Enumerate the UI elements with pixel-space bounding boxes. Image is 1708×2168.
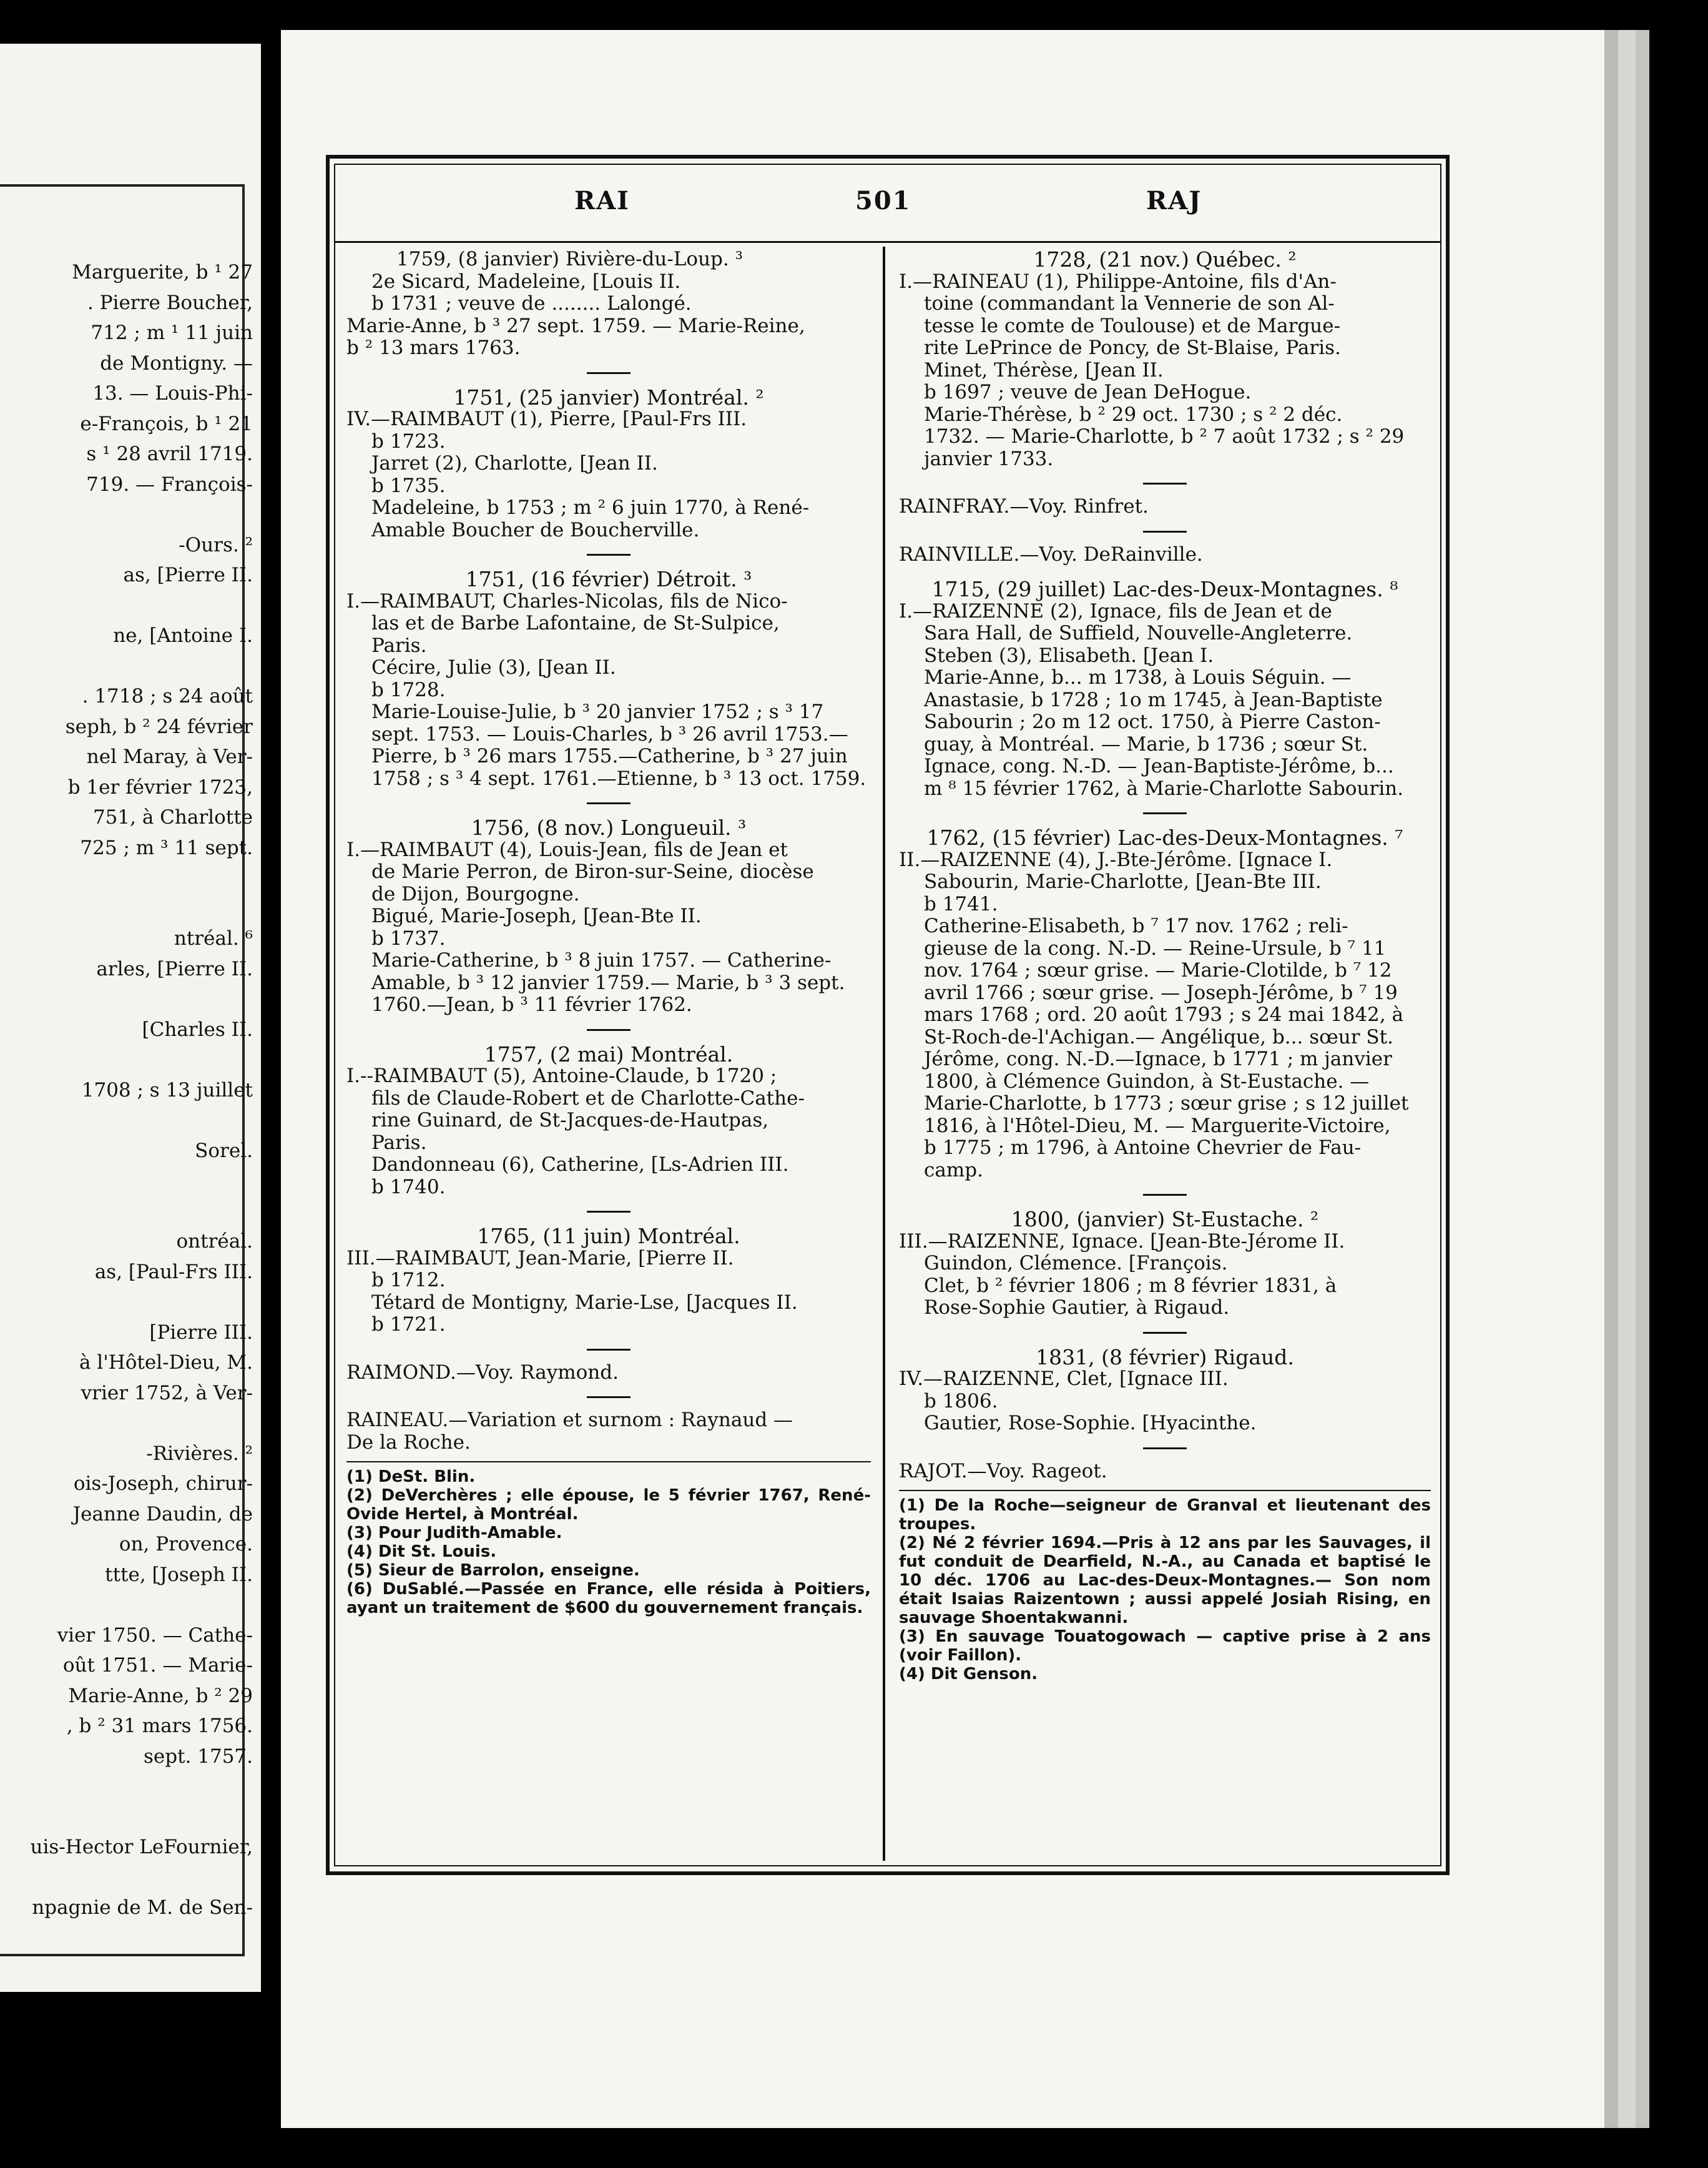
entry-line: Rose-Sophie Gautier, à Rigaud. bbox=[924, 1296, 1230, 1319]
entry-line: Amable, b ³ 12 janvier 1759.— Marie, b ³ 3 sept. bbox=[371, 971, 845, 994]
entry-heading: 1751, (16 février) Détroit. ³ bbox=[465, 567, 752, 591]
left-fragment-line: . Pierre Boucher, bbox=[87, 291, 253, 314]
entry-line: gieuse de la cong. N.-D. — Reine-Ursule, b ⁷ 11 bbox=[924, 937, 1387, 960]
page-edge bbox=[1604, 30, 1618, 2128]
entry-line: 1816, à l'Hôtel-Dieu, M. — Marguerite-Victoire, bbox=[924, 1114, 1391, 1137]
separator-rule bbox=[587, 802, 631, 804]
cross-reference: De la Roche. bbox=[346, 1431, 471, 1454]
left-fragment-line: 712 ; m ¹ 11 juin bbox=[91, 322, 253, 344]
footnote: (1) De la Roche—seigneur de Granval et lieutenant des troupes. bbox=[899, 1496, 1431, 1534]
left-fragment-line: , b ² 31 mars 1756. bbox=[66, 1715, 253, 1737]
separator-rule bbox=[587, 1029, 631, 1031]
left-fragment-line: 1708 ; s 13 juillet bbox=[81, 1078, 253, 1101]
separator-rule bbox=[1143, 1332, 1187, 1334]
entry-line: 1800, à Clémence Guindon, à St-Eustache. — bbox=[924, 1070, 1370, 1093]
footnote: (6) DuSablé.—Passée en France, elle résida à Poitiers, ayant un traitement de $600 du gouvernement français. bbox=[346, 1580, 871, 1617]
entry-line: 1760.—Jean, b ³ 11 février 1762. bbox=[371, 993, 692, 1016]
left-fragment-line: npagnie de M. de Sen- bbox=[32, 1896, 253, 1919]
entry-line: Marie-Louise-Julie, b ³ 20 janvier 1752 ; s ³ 17 bbox=[371, 701, 824, 723]
entry-line: 1758 ; s ³ 4 sept. 1761.—Etienne, b ³ 13 oct. 1759. bbox=[371, 767, 866, 790]
entry-line: Paris. bbox=[371, 1131, 427, 1154]
entry-line: b 1697 ; veuve de Jean DeHogue. bbox=[924, 381, 1252, 403]
entry-line: I.—RAIMBAUT (4), Louis-Jean, fils de Jean et bbox=[346, 838, 788, 861]
left-fragment-line: nel Maray, à Ver- bbox=[86, 746, 253, 768]
entry-line: Paris. bbox=[371, 634, 427, 657]
entry-line: Marie-Anne, b... m 1738, à Louis Séguin. — bbox=[924, 666, 1352, 689]
left-fragment-line: 719. — François- bbox=[86, 473, 253, 496]
running-head-left: RAI bbox=[574, 186, 630, 215]
entry-line: Minet, Thérèse, [Jean II. bbox=[924, 358, 1164, 382]
left-fragment-line: ttte, [Joseph II. bbox=[105, 1563, 253, 1586]
entry-line: avril 1766 ; sœur grise. — Joseph-Jérôme, b ⁷ 19 bbox=[924, 981, 1398, 1004]
entry-line: Marie-Thérèse, b ² 29 oct. 1730 ; s ² 2 déc. bbox=[924, 403, 1343, 426]
entry-line: 2e Sicard, Madeleine, [Louis II. bbox=[371, 270, 681, 293]
entry-line: I.—RAINEAU (1), Philippe-Antoine, fils d'An- bbox=[899, 270, 1337, 293]
entry-line: Marie-Catherine, b ³ 8 juin 1757. — Catherine- bbox=[371, 949, 832, 972]
entry-line: rine Guinard, de St-Jacques-de-Hautpas, bbox=[371, 1109, 769, 1131]
entry-line: tesse le comte de Toulouse) et de Margue- bbox=[924, 314, 1341, 337]
entry-line: Anastasie, b 1728 ; 1o m 1745, à Jean-Baptiste bbox=[924, 688, 1383, 711]
entry-heading: 1762, (15 février) Lac-des-Deux-Montagnes. ⁷ bbox=[926, 825, 1403, 850]
entry-line: I.—RAIZENNE (2), Ignace, fils de Jean et de bbox=[899, 599, 1332, 623]
separator-rule bbox=[587, 1349, 631, 1351]
left-fragment-line: arles, [Pierre II. bbox=[96, 957, 253, 980]
footnote: (3) En sauvage Touatogowach — captive prise à 2 ans (voir Faillon). bbox=[899, 1627, 1431, 1665]
left-fragment-line: seph, b ² 24 février bbox=[65, 715, 253, 738]
entry-heading: 1831, (8 février) Rigaud. bbox=[1036, 1344, 1294, 1369]
separator-rule bbox=[1143, 812, 1187, 814]
running-head-right: RAJ bbox=[1146, 186, 1202, 215]
left-fragment-line: as, [Pierre II. bbox=[123, 564, 253, 586]
entry-line: camp. bbox=[924, 1158, 983, 1181]
entry-line: de Marie Perron, de Biron-sur-Seine, diocèse bbox=[371, 860, 814, 883]
left-fragment-line: uis-Hector LeFournier, bbox=[30, 1836, 253, 1858]
entry-line: b 1735. bbox=[371, 474, 446, 497]
entry-line: b 1721. bbox=[371, 1313, 446, 1336]
left-fragment-line: [Pierre III. bbox=[149, 1321, 253, 1344]
entry-heading: 1800, (janvier) St-Eustache. ² bbox=[1011, 1207, 1319, 1231]
entry-line: Dandonneau (6), Catherine, [Ls-Adrien III. bbox=[371, 1153, 789, 1176]
page-number: 501 bbox=[855, 186, 911, 215]
cross-reference: RAINVILLE.—Voy. DeRainville. bbox=[899, 543, 1203, 566]
entry-line: b 1741. bbox=[924, 892, 998, 915]
column-rule bbox=[883, 247, 885, 1861]
entry-line: Catherine-Elisabeth, b ⁷ 17 nov. 1762 ; reli- bbox=[924, 915, 1348, 937]
separator-rule bbox=[587, 554, 631, 556]
page-edge bbox=[1636, 30, 1649, 2128]
left-fragment-line: on, Provence. bbox=[119, 1533, 253, 1555]
entry-line: IV.—RAIMBAUT (1), Pierre, [Paul-Frs III. bbox=[346, 408, 747, 430]
left-fragment-line: e-François, b ¹ 21 bbox=[80, 412, 253, 435]
footnote: (2) Né 2 février 1694.—Pris à 12 ans par les Sauvages, il fut conduit de Dearfield, N.-A., au Canada et baptisé le 10 déc. 1706 au Lac-des-Deux-Montagnes.— Son nom était Isaias Raizentown ; aussi appelé Josiah Rising, en sauvage Shoentakwanni. bbox=[899, 1534, 1431, 1627]
entry-line: III.—RAIZENNE, Ignace. [Jean-Bte-Jérome II. bbox=[899, 1229, 1345, 1253]
entry-line: Bigué, Marie-Joseph, [Jean-Bte II. bbox=[371, 905, 702, 927]
entry-line: Marie-Charlotte, b 1773 ; sœur grise ; s 12 juillet bbox=[924, 1092, 1409, 1115]
cross-reference: RAINEAU.—Variation et surnom : Raynaud — bbox=[346, 1409, 793, 1431]
left-fragment-line: 725 ; m ³ 11 sept. bbox=[80, 836, 253, 859]
entry-line: b 1806. bbox=[924, 1389, 998, 1412]
entry-heading: 1765, (11 juin) Montréal. bbox=[477, 1224, 740, 1248]
left-fragment-line: s ¹ 28 avril 1719. bbox=[86, 443, 253, 465]
entry-line: m ⁸ 15 février 1762, à Marie-Charlotte Sabourin. bbox=[924, 777, 1404, 800]
entry-line: Tétard de Montigny, Marie-Lse, [Jacques II. bbox=[371, 1291, 798, 1314]
footnote: (4) Dit St. Louis. bbox=[346, 1542, 497, 1561]
cross-reference: RAJOT.—Voy. Rageot. bbox=[899, 1459, 1107, 1482]
footnote: (4) Dit Genson. bbox=[899, 1665, 1038, 1683]
entry-line: las et de Barbe Lafontaine, de St-Sulpice, bbox=[371, 612, 780, 634]
separator-rule bbox=[587, 372, 631, 374]
entry-line: Guindon, Clémence. [François. bbox=[924, 1252, 1228, 1274]
entry-line: b 1723. bbox=[371, 430, 446, 453]
entry-line: Cécire, Julie (3), [Jean II. bbox=[371, 656, 616, 679]
left-column bbox=[346, 249, 871, 1617]
entry-line: sept. 1753. — Louis-Charles, b ³ 26 avril 1753.— bbox=[371, 722, 848, 746]
left-fragment-line: ois-Joseph, chirur- bbox=[73, 1472, 253, 1495]
left-fragment-line: -Rivières. ² bbox=[146, 1442, 253, 1465]
footnote: (2) DeVerchères ; elle épouse, le 5 février 1767, René-Ovide Hertel, à Montréal. bbox=[346, 1486, 871, 1524]
left-fragment-line: as, [Paul-Frs III. bbox=[94, 1260, 253, 1283]
entry-line: Pierre, b ³ 26 mars 1755.—Catherine, b ³ 27 juin bbox=[371, 745, 848, 767]
left-fragment-line: de Montigny. — bbox=[100, 352, 253, 375]
footnote-rule bbox=[899, 1490, 1431, 1491]
entry-line: II.—RAIZENNE (4), J.-Bte-Jérôme. [Ignace I. bbox=[899, 848, 1333, 871]
left-fragment-line: ntréal. ⁶ bbox=[174, 927, 253, 950]
entry-line: St-Roch-de-l'Achigan.— Angélique, b... sœur St. bbox=[924, 1025, 1393, 1048]
entry-heading: 1728, (21 nov.) Québec. ² bbox=[1033, 247, 1297, 272]
entry-line: Jarret (2), Charlotte, [Jean II. bbox=[371, 452, 658, 475]
entry-line: I.--RAIMBAUT (5), Antoine-Claude, b 1720 ; bbox=[346, 1065, 777, 1087]
entry-line: Sabourin ; 2o m 12 oct. 1750, à Pierre Caston- bbox=[924, 711, 1381, 733]
entry-line: rite LePrince de Poncy, de St-Blaise, Paris. bbox=[924, 337, 1341, 359]
entry-line: Gautier, Rose-Sophie. [Hyacinthe. bbox=[924, 1412, 1257, 1434]
entry-line: b 1740. bbox=[371, 1175, 446, 1198]
entry-line: 1732. — Marie-Charlotte, b ² 7 août 1732 ; s ² 29 bbox=[924, 425, 1405, 448]
entry-line: 1759, (8 janvier) Rivière-du-Loup. ³ bbox=[396, 248, 744, 270]
cross-reference: RAINFRAY.—Voy. Rinfret. bbox=[899, 495, 1149, 518]
entry-line: Steben (3), Elisabeth. [Jean I. bbox=[924, 644, 1214, 667]
footnote: (5) Sieur de Barrolon, enseigne. bbox=[346, 1561, 640, 1580]
entry-line: Madeleine, b 1753 ; m ² 6 juin 1770, à René- bbox=[371, 496, 810, 519]
entry-line: III.—RAIMBAUT, Jean-Marie, [Pierre II. bbox=[346, 1246, 734, 1269]
entry-heading: 1757, (2 mai) Montréal. bbox=[484, 1042, 734, 1067]
left-page-fragment bbox=[0, 44, 261, 1992]
separator-rule bbox=[1143, 1194, 1187, 1196]
left-fragment-line: ne, [Antoine I. bbox=[113, 624, 253, 647]
entry-line: guay, à Montréal. — Marie, b 1736 ; sœur St. bbox=[924, 732, 1368, 756]
left-fragment-line: . 1718 ; s 24 août bbox=[82, 685, 253, 707]
left-fragment-line: b 1er février 1723, bbox=[67, 776, 253, 799]
entry-line: Ignace, cong. N.-D. — Jean-Baptiste-Jérôme, b... bbox=[924, 755, 1394, 777]
left-fragment-line: -Ours. ² bbox=[179, 533, 253, 556]
entry-line: I.—RAIMBAUT, Charles-Nicolas, fils de Nico- bbox=[346, 589, 788, 613]
entry-line: toine (commandant la Vennerie de son Al- bbox=[924, 292, 1335, 315]
left-fragment-line: vier 1750. — Cathe- bbox=[57, 1624, 253, 1647]
page-edge bbox=[1618, 30, 1636, 2128]
entry-heading: 1756, (8 nov.) Longueuil. ³ bbox=[471, 815, 747, 840]
entry-line: b 1712. bbox=[371, 1269, 446, 1291]
entry-line: b ² 13 mars 1763. bbox=[346, 337, 521, 359]
entry-line: fils de Claude-Robert et de Charlotte-Cathe- bbox=[371, 1086, 805, 1110]
entry-line: nov. 1764 ; sœur grise. — Marie-Clotilde, b ⁷ 12 bbox=[924, 959, 1392, 982]
separator-rule bbox=[1143, 531, 1187, 533]
separator-rule bbox=[587, 1211, 631, 1213]
left-fragment-line: vrier 1752, à Ver- bbox=[81, 1381, 253, 1404]
left-fragment-line: 751, à Charlotte bbox=[92, 806, 253, 829]
left-fragment-line: oût 1751. — Marie- bbox=[62, 1654, 253, 1677]
right-column bbox=[899, 249, 1431, 1683]
entry-line: mars 1768 ; ord. 20 août 1793 ; s 24 mai 1842, à bbox=[924, 1003, 1404, 1026]
entry-line: b 1731 ; veuve de ........ Lalongé. bbox=[371, 292, 692, 315]
entry-heading: 1751, (25 janvier) Montréal. ² bbox=[453, 385, 764, 410]
entry-line: janvier 1733. bbox=[924, 447, 1054, 470]
entry-line: b 1728. bbox=[371, 678, 446, 701]
footnote: (3) Pour Judith-Amable. bbox=[346, 1524, 562, 1542]
entry-line: IV.—RAIZENNE, Clet, [Ignace III. bbox=[899, 1367, 1229, 1390]
entry-heading: 1715, (29 juillet) Lac-des-Deux-Montagnes. ⁸ bbox=[931, 577, 1398, 601]
left-fragment-line: Marie-Anne, b ² 29 bbox=[68, 1684, 253, 1707]
left-fragment-line: 13. — Louis-Phi- bbox=[92, 382, 253, 405]
left-fragment-line: [Charles II. bbox=[142, 1018, 253, 1041]
left-fragment-line: Sorel. bbox=[195, 1139, 253, 1162]
footnote: (1) DeSt. Blin. bbox=[346, 1467, 476, 1486]
separator-rule bbox=[587, 1396, 631, 1398]
left-fragment-line: sept. 1757. bbox=[143, 1745, 253, 1768]
cross-reference: RAIMOND.—Voy. Raymond. bbox=[346, 1361, 619, 1384]
entry-line: Marie-Anne, b ³ 27 sept. 1759. — Marie-Reine, bbox=[346, 314, 805, 337]
left-fragment-line: à l'Hôtel-Dieu, M. bbox=[79, 1351, 253, 1374]
header-rule bbox=[335, 241, 1440, 243]
entry-line: b 1737. bbox=[371, 927, 446, 950]
entry-line: de Dijon, Bourgogne. bbox=[371, 882, 580, 905]
entry-line: Jérôme, cong. N.-D.—Ignace, b 1771 ; m janvier bbox=[924, 1048, 1392, 1070]
separator-rule bbox=[1143, 1447, 1187, 1449]
entry-line: b 1775 ; m 1796, à Antoine Chevrier de Fau- bbox=[924, 1136, 1362, 1159]
entry-line: Amable Boucher de Boucherville. bbox=[371, 518, 700, 541]
left-fragment-line: Marguerite, b ¹ 27 bbox=[72, 261, 253, 283]
entry-line: Clet, b ² février 1806 ; m 8 février 1831, à bbox=[924, 1274, 1337, 1297]
footnote-rule bbox=[346, 1461, 871, 1462]
entry-line: Sabourin, Marie-Charlotte, [Jean-Bte III. bbox=[924, 870, 1322, 893]
separator-rule bbox=[1143, 483, 1187, 485]
entry-line: Sara Hall, de Suffield, Nouvelle-Angleterre. bbox=[924, 622, 1353, 644]
left-fragment-line: Jeanne Daudin, de bbox=[72, 1502, 253, 1525]
left-fragment-line: ontréal. bbox=[176, 1230, 253, 1253]
